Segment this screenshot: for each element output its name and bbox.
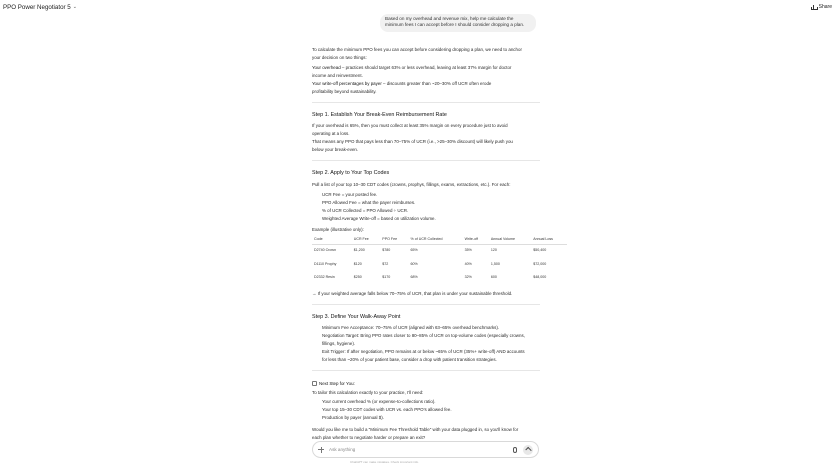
next-step-item: Your top 15–30 CDT codes with UCR vs. each PPO's allowed fee. (322, 407, 452, 412)
step3-item: Exit Trigger: If after negotiation, PPO remains at or below ~65% of UCR (35%+ write-off) AND accounts (322, 349, 525, 354)
share-button[interactable] (807, 2, 836, 12)
table-cell: D2332 Resin (314, 275, 335, 280)
table-row (312, 271, 567, 285)
table-cell: $48,000 (533, 275, 547, 280)
checkbox-icon (312, 381, 317, 386)
microphone-icon[interactable] (513, 447, 517, 453)
message-input[interactable]: Ask anything (329, 447, 356, 452)
step1-line4: below your break-even. (312, 147, 359, 152)
model-selector[interactable] (0, 4, 77, 11)
step2-item: PPO Allowed Fee = what the payer reimburses. (322, 200, 416, 205)
table-cell: 35% (464, 248, 472, 253)
divider (312, 102, 540, 103)
divider (312, 304, 540, 305)
table-cell: 68% (410, 275, 418, 280)
step2-item: UCR Fee = your posted fee. (322, 192, 378, 197)
disclaimer: ChatGPT can make mistakes. Check important info. (350, 460, 419, 463)
fee-table (312, 236, 567, 285)
app-title: PPO Power Negotiator 5 (3, 3, 71, 11)
table-cell: 120 (490, 248, 497, 253)
step2-item: Weighted Average Write-off = based on utilization volume. (322, 216, 436, 221)
column-header: UCR Fee (352, 236, 381, 244)
step3-item-cont: for less than ~20% of your patient base, consider a drop with patient transition strategies. (322, 357, 497, 362)
table-cell: 40% (464, 261, 472, 266)
user-message: Based on my overhead and revenue mix, help me calculate the minimum fees I can accept before I should consider dropping a plan. (380, 14, 536, 32)
share-label: Share (818, 4, 832, 10)
next-step-line1: To tailor this calculation exactly to your practice, I'll need: (312, 390, 424, 395)
table-caption: Example (illustrative only): (312, 227, 364, 232)
step3-item: Minimum Fee Acceptance: 70–75% of UCR (aligned with 63–65% overhead benchmarks). (322, 325, 500, 330)
overhead-item: Your overhead – practices should target 63% or less overhead, leaving at least 37% margin for doctor (312, 65, 512, 70)
step2-item: % of UCR Collected = PPO Allowed ÷ UCR. (322, 208, 409, 213)
table-cell: D2740 Crown (314, 248, 336, 253)
next-step-heading: Next Step for You: (312, 380, 355, 388)
step1-line2: operating at a loss. (312, 131, 350, 136)
table-cell: $250 (353, 275, 362, 280)
table-cell: 65% (410, 248, 418, 253)
step1-line1: If your overhead is 65%, then you must collect at least 35% margin on every procedure just to avoid (312, 123, 508, 128)
next-step-item: Your current overhead % (or expense-to-collections ratio). (322, 399, 436, 404)
writeoff-item-cont: profitability beyond sustainability. (312, 89, 377, 94)
table-cell: $120 (353, 261, 362, 266)
next-step-item: Production by payer (annual $). (322, 415, 384, 420)
message-composer[interactable] (312, 441, 539, 458)
column-header: PPO Fee (380, 236, 408, 244)
table-cell: 60% (410, 261, 418, 266)
step2-line1: Pull a list of your top 10–30 CDT codes (crowns, prophys, fillings, exams, extractions, etc.). For each: (312, 182, 511, 187)
table-cell: $780 (382, 248, 391, 253)
table-cell: $50,400 (533, 248, 547, 253)
step2-conclusion: → If your weighted average falls below 70–75% of UCR, that plan is under your sustainable threshold. (312, 291, 513, 296)
step3-item-cont: fillings, hygiene). (322, 341, 356, 346)
share-icon (811, 5, 816, 10)
table-row (312, 258, 567, 272)
table-cell: 32% (464, 275, 472, 280)
next-step-line2: Would you like me to build a "Minimum Fee Threshold Table" with your data plugged in, so you'll know for (312, 427, 519, 432)
writeoff-item: Your write-off percentages by payer – discounts greater than ~20–30% off UCR often erode (312, 81, 492, 86)
send-button[interactable] (523, 445, 533, 455)
step1-heading: Step 1. Establish Your Break-Even Reimbursement Rate (312, 112, 447, 118)
column-header: Write-off (463, 236, 489, 244)
column-header: Annual Volume (489, 236, 531, 244)
table-cell: 600 (490, 275, 497, 280)
table-cell: $170 (382, 275, 391, 280)
intro-line2: your decision on two things: (312, 55, 367, 60)
table-header-row (312, 236, 567, 244)
table-cell: 1,500 (490, 261, 500, 266)
table-cell: $72 (382, 261, 389, 266)
table-cell: D1110 Prophy (314, 261, 337, 266)
overhead-item-cont: income and reinvestment. (312, 73, 363, 78)
step2-heading: Step 2. Apply to Your Top Codes (312, 170, 390, 176)
column-header: Code (312, 236, 352, 244)
column-header: Annual Loss (531, 236, 567, 244)
plus-icon[interactable] (318, 447, 324, 453)
table-cell: $72,000 (533, 261, 547, 266)
step1-line3: That means any PPO that pays less than 70–75% of UCR (i.e., >25–30% discount) will likely push you (312, 139, 513, 144)
table-cell: $1,200 (353, 248, 365, 253)
top-bar (0, 0, 840, 14)
table-row (312, 244, 567, 258)
next-step-line3: each plan whether to negotiate harder or prepare an exit? (312, 435, 426, 440)
column-header: % of UCR Collected (409, 236, 463, 244)
divider (312, 160, 540, 161)
chevron-down-icon: ⌄ (72, 4, 77, 10)
divider (312, 370, 540, 371)
step3-item: Negotiation Target: Bring PPO rates closer to 80–85% of UCR on top-volume codes (especially crowns, (322, 333, 525, 338)
intro-line1: To calculate the minimum PPO fees you can accept before considering dropping a plan, we need to anchor (312, 47, 522, 52)
step3-heading: Step 3. Define Your Walk-Away Point (312, 314, 401, 320)
